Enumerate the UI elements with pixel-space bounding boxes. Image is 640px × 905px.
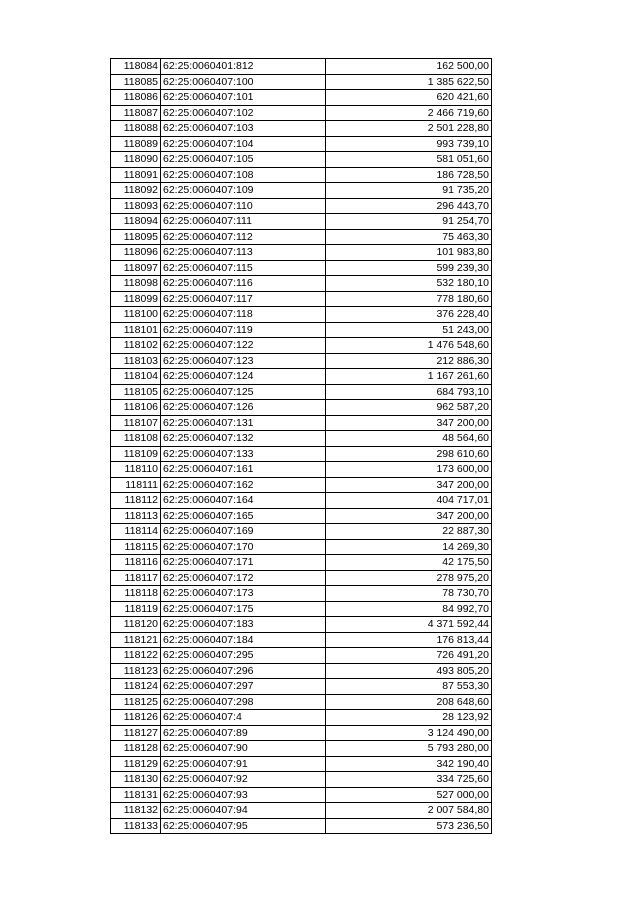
row-id-cell: 118123 — [111, 663, 161, 679]
table-row — [111, 167, 492, 183]
table-row — [111, 787, 492, 803]
row-id-cell: 118132 — [111, 803, 161, 819]
row-id-cell: 118103 — [111, 353, 161, 369]
table-row — [111, 214, 492, 230]
row-id-cell: 118113 — [111, 508, 161, 524]
cadastral-number-cell: 62:25:0060407:162 — [161, 477, 326, 493]
cadastral-number-cell: 62:25:0060407:100 — [161, 74, 326, 90]
value-cell: 347 200,00 — [326, 415, 492, 431]
cadastral-number-cell: 62:25:0060407:93 — [161, 787, 326, 803]
table-row — [111, 338, 492, 354]
row-id-cell: 118098 — [111, 276, 161, 292]
table-row — [111, 570, 492, 586]
cadastral-number-cell: 62:25:0060407:132 — [161, 431, 326, 447]
table-row — [111, 90, 492, 106]
value-cell: 42 175,50 — [326, 555, 492, 571]
cadastral-number-cell: 62:25:0060407:169 — [161, 524, 326, 540]
cadastral-number-cell: 62:25:0060407:113 — [161, 245, 326, 261]
value-cell: 527 000,00 — [326, 787, 492, 803]
row-id-cell: 118114 — [111, 524, 161, 540]
value-cell: 599 239,30 — [326, 260, 492, 276]
row-id-cell: 118093 — [111, 198, 161, 214]
value-cell: 75 463,30 — [326, 229, 492, 245]
row-id-cell: 118112 — [111, 493, 161, 509]
cadastral-number-cell: 62:25:0060407:116 — [161, 276, 326, 292]
cadastral-number-cell: 62:25:0060407:164 — [161, 493, 326, 509]
value-cell: 4 371 592,44 — [326, 617, 492, 633]
row-id-cell: 118105 — [111, 384, 161, 400]
table-row — [111, 384, 492, 400]
table-row — [111, 291, 492, 307]
table-row — [111, 617, 492, 633]
row-id-cell: 118120 — [111, 617, 161, 633]
row-id-cell: 118116 — [111, 555, 161, 571]
table-row — [111, 121, 492, 137]
table-row — [111, 276, 492, 292]
row-id-cell: 118091 — [111, 167, 161, 183]
table-row — [111, 663, 492, 679]
row-id-cell: 118118 — [111, 586, 161, 602]
row-id-cell: 118106 — [111, 400, 161, 416]
cadastral-number-cell: 62:25:0060407:89 — [161, 725, 326, 741]
row-id-cell: 118129 — [111, 756, 161, 772]
value-cell: 376 228,40 — [326, 307, 492, 323]
row-id-cell: 118087 — [111, 105, 161, 121]
cadastral-number-cell: 62:25:0060407:183 — [161, 617, 326, 633]
table-row — [111, 601, 492, 617]
row-id-cell: 118088 — [111, 121, 161, 137]
value-cell: 493 805,20 — [326, 663, 492, 679]
table-row — [111, 136, 492, 152]
value-cell: 78 730,70 — [326, 586, 492, 602]
table-row — [111, 59, 492, 75]
table-row — [111, 260, 492, 276]
cadastral-number-cell: 62:25:0060407:92 — [161, 772, 326, 788]
table-row — [111, 105, 492, 121]
cadastral-number-cell: 62:25:0060407:124 — [161, 369, 326, 385]
value-cell: 162 500,00 — [326, 59, 492, 75]
table-row — [111, 415, 492, 431]
row-id-cell: 118099 — [111, 291, 161, 307]
table-row — [111, 245, 492, 261]
value-cell: 84 992,70 — [326, 601, 492, 617]
value-cell: 684 793,10 — [326, 384, 492, 400]
value-cell: 347 200,00 — [326, 477, 492, 493]
table-row — [111, 694, 492, 710]
cadastral-number-cell: 62:25:0060407:108 — [161, 167, 326, 183]
row-id-cell: 118115 — [111, 539, 161, 555]
row-id-cell: 118096 — [111, 245, 161, 261]
value-cell: 962 587,20 — [326, 400, 492, 416]
value-cell: 342 190,40 — [326, 756, 492, 772]
row-id-cell: 118121 — [111, 632, 161, 648]
value-cell: 87 553,30 — [326, 679, 492, 695]
table-row — [111, 632, 492, 648]
cadastral-number-cell: 62:25:0060407:123 — [161, 353, 326, 369]
value-cell: 51 243,00 — [326, 322, 492, 338]
row-id-cell: 118104 — [111, 369, 161, 385]
table-row — [111, 74, 492, 90]
value-cell: 2 501 228,80 — [326, 121, 492, 137]
row-id-cell: 118097 — [111, 260, 161, 276]
row-id-cell: 118100 — [111, 307, 161, 323]
cadastral-number-cell: 62:25:0060407:297 — [161, 679, 326, 695]
value-cell: 2 007 584,80 — [326, 803, 492, 819]
table-row — [111, 446, 492, 462]
cadastral-number-cell: 62:25:0060407:125 — [161, 384, 326, 400]
row-id-cell: 118090 — [111, 152, 161, 168]
table-row — [111, 772, 492, 788]
row-id-cell: 118124 — [111, 679, 161, 695]
cadastral-number-cell: 62:25:0060407:105 — [161, 152, 326, 168]
value-cell: 298 610,60 — [326, 446, 492, 462]
table-body — [111, 59, 492, 834]
table-row — [111, 648, 492, 664]
cadastral-number-cell: 62:25:0060407:104 — [161, 136, 326, 152]
table-row — [111, 803, 492, 819]
value-cell: 347 200,00 — [326, 508, 492, 524]
row-id-cell: 118107 — [111, 415, 161, 431]
cadastral-number-cell: 62:25:0060407:173 — [161, 586, 326, 602]
row-id-cell: 118095 — [111, 229, 161, 245]
value-cell: 173 600,00 — [326, 462, 492, 478]
row-id-cell: 118101 — [111, 322, 161, 338]
table-row — [111, 741, 492, 757]
table-row — [111, 431, 492, 447]
cadastral-number-cell: 62:25:0060401:812 — [161, 59, 326, 75]
value-cell: 91 735,20 — [326, 183, 492, 199]
value-cell: 334 725,60 — [326, 772, 492, 788]
table-row — [111, 322, 492, 338]
row-id-cell: 118119 — [111, 601, 161, 617]
value-cell: 278 975,20 — [326, 570, 492, 586]
table-row — [111, 725, 492, 741]
cadastral-number-cell: 62:25:0060407:117 — [161, 291, 326, 307]
document-page — [110, 58, 491, 834]
data-table — [110, 58, 492, 834]
row-id-cell: 118126 — [111, 710, 161, 726]
cadastral-number-cell: 62:25:0060407:172 — [161, 570, 326, 586]
cadastral-number-cell: 62:25:0060407:119 — [161, 322, 326, 338]
cadastral-number-cell: 62:25:0060407:115 — [161, 260, 326, 276]
cadastral-number-cell: 62:25:0060407:95 — [161, 818, 326, 834]
cadastral-number-cell: 62:25:0060407:133 — [161, 446, 326, 462]
cadastral-number-cell: 62:25:0060407:122 — [161, 338, 326, 354]
table-row — [111, 508, 492, 524]
value-cell: 532 180,10 — [326, 276, 492, 292]
table-row — [111, 183, 492, 199]
cadastral-number-cell: 62:25:0060407:111 — [161, 214, 326, 230]
cadastral-number-cell: 62:25:0060407:295 — [161, 648, 326, 664]
row-id-cell: 118084 — [111, 59, 161, 75]
row-id-cell: 118086 — [111, 90, 161, 106]
row-id-cell: 118130 — [111, 772, 161, 788]
value-cell: 186 728,50 — [326, 167, 492, 183]
cadastral-number-cell: 62:25:0060407:131 — [161, 415, 326, 431]
table-row — [111, 477, 492, 493]
row-id-cell: 118110 — [111, 462, 161, 478]
cadastral-number-cell: 62:25:0060407:165 — [161, 508, 326, 524]
table-row — [111, 756, 492, 772]
table-row — [111, 524, 492, 540]
row-id-cell: 118108 — [111, 431, 161, 447]
row-id-cell: 118102 — [111, 338, 161, 354]
table-row — [111, 198, 492, 214]
cadastral-number-cell: 62:25:0060407:170 — [161, 539, 326, 555]
table-row — [111, 710, 492, 726]
cadastral-number-cell: 62:25:0060407:101 — [161, 90, 326, 106]
cadastral-number-cell: 62:25:0060407:94 — [161, 803, 326, 819]
value-cell: 726 491,20 — [326, 648, 492, 664]
value-cell: 581 051,60 — [326, 152, 492, 168]
value-cell: 3 124 490,00 — [326, 725, 492, 741]
row-id-cell: 118122 — [111, 648, 161, 664]
value-cell: 212 886,30 — [326, 353, 492, 369]
value-cell: 28 123,92 — [326, 710, 492, 726]
value-cell: 176 813,44 — [326, 632, 492, 648]
cadastral-number-cell: 62:25:0060407:91 — [161, 756, 326, 772]
row-id-cell: 118089 — [111, 136, 161, 152]
table-row — [111, 229, 492, 245]
value-cell: 620 421,60 — [326, 90, 492, 106]
cadastral-number-cell: 62:25:0060407:4 — [161, 710, 326, 726]
value-cell: 2 466 719,60 — [326, 105, 492, 121]
row-id-cell: 118094 — [111, 214, 161, 230]
cadastral-number-cell: 62:25:0060407:161 — [161, 462, 326, 478]
table-row — [111, 400, 492, 416]
row-id-cell: 118111 — [111, 477, 161, 493]
value-cell: 208 648,60 — [326, 694, 492, 710]
table-row — [111, 152, 492, 168]
table-row — [111, 307, 492, 323]
table-row — [111, 539, 492, 555]
cadastral-number-cell: 62:25:0060407:110 — [161, 198, 326, 214]
cadastral-number-cell: 62:25:0060407:112 — [161, 229, 326, 245]
value-cell: 296 443,70 — [326, 198, 492, 214]
value-cell: 22 887,30 — [326, 524, 492, 540]
row-id-cell: 118127 — [111, 725, 161, 741]
cadastral-number-cell: 62:25:0060407:184 — [161, 632, 326, 648]
table-row — [111, 462, 492, 478]
cadastral-number-cell: 62:25:0060407:103 — [161, 121, 326, 137]
value-cell: 1 385 622,50 — [326, 74, 492, 90]
row-id-cell: 118128 — [111, 741, 161, 757]
table-row — [111, 679, 492, 695]
cadastral-number-cell: 62:25:0060407:126 — [161, 400, 326, 416]
cadastral-number-cell: 62:25:0060407:90 — [161, 741, 326, 757]
value-cell: 1 476 548,60 — [326, 338, 492, 354]
row-id-cell: 118133 — [111, 818, 161, 834]
table-row — [111, 555, 492, 571]
table-row — [111, 353, 492, 369]
value-cell: 404 717,01 — [326, 493, 492, 509]
table-row — [111, 818, 492, 834]
cadastral-number-cell: 62:25:0060407:118 — [161, 307, 326, 323]
cadastral-number-cell: 62:25:0060407:102 — [161, 105, 326, 121]
value-cell: 1 167 261,60 — [326, 369, 492, 385]
cadastral-number-cell: 62:25:0060407:298 — [161, 694, 326, 710]
row-id-cell: 118092 — [111, 183, 161, 199]
table-row — [111, 586, 492, 602]
row-id-cell: 118085 — [111, 74, 161, 90]
row-id-cell: 118125 — [111, 694, 161, 710]
cadastral-number-cell: 62:25:0060407:171 — [161, 555, 326, 571]
row-id-cell: 118109 — [111, 446, 161, 462]
value-cell: 778 180,60 — [326, 291, 492, 307]
row-id-cell: 118117 — [111, 570, 161, 586]
cadastral-number-cell: 62:25:0060407:175 — [161, 601, 326, 617]
cadastral-number-cell: 62:25:0060407:296 — [161, 663, 326, 679]
value-cell: 91 254,70 — [326, 214, 492, 230]
value-cell: 573 236,50 — [326, 818, 492, 834]
cadastral-number-cell: 62:25:0060407:109 — [161, 183, 326, 199]
row-id-cell: 118131 — [111, 787, 161, 803]
value-cell: 14 269,30 — [326, 539, 492, 555]
value-cell: 993 739,10 — [326, 136, 492, 152]
value-cell: 101 983,80 — [326, 245, 492, 261]
table-row — [111, 369, 492, 385]
value-cell: 48 564,60 — [326, 431, 492, 447]
table-row — [111, 493, 492, 509]
value-cell: 5 793 280,00 — [326, 741, 492, 757]
